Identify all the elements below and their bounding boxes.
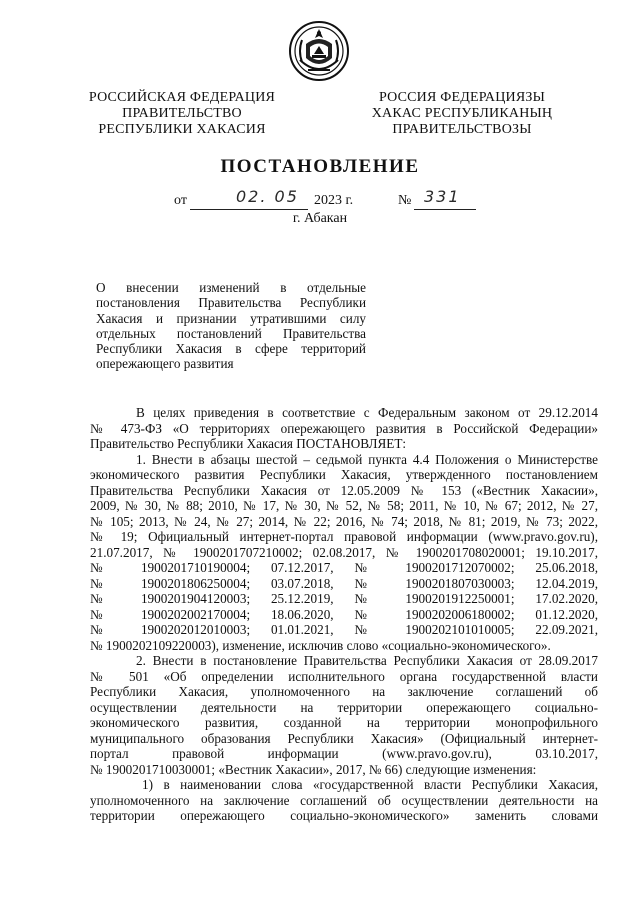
body-line: осуществлении деятельности на территории опережающего социально- (90, 699, 598, 715)
subject-line: Республики Хакасия в сфере территорий (96, 341, 366, 357)
number-handwritten: 331 (424, 187, 461, 206)
body-line: № 1900202002170004; 18.06.2020, № 1900202006180002; 01.12.2020, (90, 606, 598, 622)
coat-of-arms-emblem (288, 20, 350, 82)
body-line: Правительство Республики Хакасия ПОСТАНОВЛЯЕТ: (90, 436, 407, 451)
subject-line: опережающего развития (96, 356, 234, 372)
header-left-line: РОССИЙСКАЯ ФЕДЕРАЦИЯ (88, 90, 276, 105)
body-line: № 1900202012010003; 01.01.2021, № 1900202101010005; 22.09.2021, (90, 622, 598, 637)
header-right (362, 90, 562, 138)
date-from-label: от (174, 193, 187, 208)
body-line: 2009, № 30, № 88; 2010, № 17, № 30, № 52, № 58; 2011, № 10, № 67; 2012, № 27, (90, 498, 598, 513)
body-line: № 1900202109220003), изменение, исключив слово «социально-экономического». (90, 637, 551, 653)
body-text (90, 405, 598, 824)
header-left-line: ПРАВИТЕЛЬСТВО (122, 106, 242, 121)
subject-line: постановления Правительства Республики (96, 295, 366, 311)
body-line: № 19; Официальный интернет-портал правовой информации (www.pravo.gov.ru), (90, 529, 598, 544)
body-line: № 1900201710190004; 07.12.2017, № 1900201712070002; 25.06.2018, (90, 560, 598, 575)
body-line: 1) в наименовании слова «государственной власти Республики Хакасия, (142, 777, 598, 792)
subject-block (96, 280, 366, 372)
body-line: муниципального образования Республики Хакасия» (Официальный интернет- (90, 730, 598, 746)
header-left-line: РЕСПУБЛИКИ ХАКАСИЯ (98, 122, 266, 137)
body-line: 21.07.2017, № 1900201707210002; 02.08.2017, № 1900201708020001; 19.10.2017, (90, 544, 598, 560)
body-line: № 473-ФЗ «О территориях опережающего развития в Российской Федерации» (90, 420, 598, 436)
body-line: территории опережающего социально-экономического» заменить словами (90, 808, 598, 823)
document-title: ПОСТАНОВЛЕНИЕ (220, 156, 420, 177)
body-line: уполномоченного на заключение соглашений об осуществлении деятельности на (90, 792, 598, 808)
subject-line: О внесении изменений в отдельные (96, 280, 366, 295)
city-line: г. Абакан (292, 211, 348, 226)
body-line: № 105; 2013, № 24, № 27; 2014, № 22; 2016, № 74; 2018, № 81; 2019, № 73; 2022, (90, 513, 598, 529)
body-line: 2. Внести в постановление Правительства Республики Хакасия от 28.09.2017 (136, 653, 598, 668)
subject-line: Хакасия и признании утратившими силу (96, 310, 366, 326)
header-right-line: РОССИЯ ФЕДЕРАЦИЯЗЫ (378, 90, 546, 105)
body-line: № 1900201806250004; 03.07.2018, № 1900201807030003; 12.04.2019, (90, 575, 598, 591)
header-right-line: ХАКАС РЕСПУБЛИКАНЫҢ (371, 106, 553, 121)
body-line: В целях приведения в соответствие с Федеральным законом от 29.12.2014 (136, 405, 598, 420)
subject-line: отдельных постановлений Правительства (96, 325, 366, 341)
date-year: 2023 г. (314, 193, 354, 208)
date-handwritten: 02. 05 (236, 187, 299, 206)
body-line: Республики Хакасия, уполномоченного на заключение соглашений об (90, 684, 598, 699)
body-line: экономического развития Республики Хакасия, утвержденного постановлением (90, 467, 598, 482)
body-line: № 1900201710030001; «Вестник Хакасии», 2017, № 66) следующие изменения: (90, 761, 537, 777)
body-line: Правительства Республики Хакасия от 12.05.2009 № 153 («Вестник Хакасии», (90, 482, 598, 498)
header-left (82, 90, 282, 138)
body-line: № 1900201904120003; 25.12.2019, № 1900201912250001; 17.02.2020, (90, 591, 598, 606)
body-line: экономического развития, созданной на территории монопрофильного (90, 715, 598, 730)
body-line: 1. Внести в абзацы шестой – седьмой пункта 4.4 Положения о Министерстве (136, 451, 598, 467)
body-line: портал правовой информации (www.pravo.gov.ru), 03.10.2017, (90, 746, 598, 761)
number-label: № (398, 193, 412, 208)
body-line: № 501 «Об определении исполнительного органа государственной власти (90, 668, 598, 684)
header-right-line: ПРАВИТЕЛЬСТВОЗЫ (392, 122, 532, 137)
